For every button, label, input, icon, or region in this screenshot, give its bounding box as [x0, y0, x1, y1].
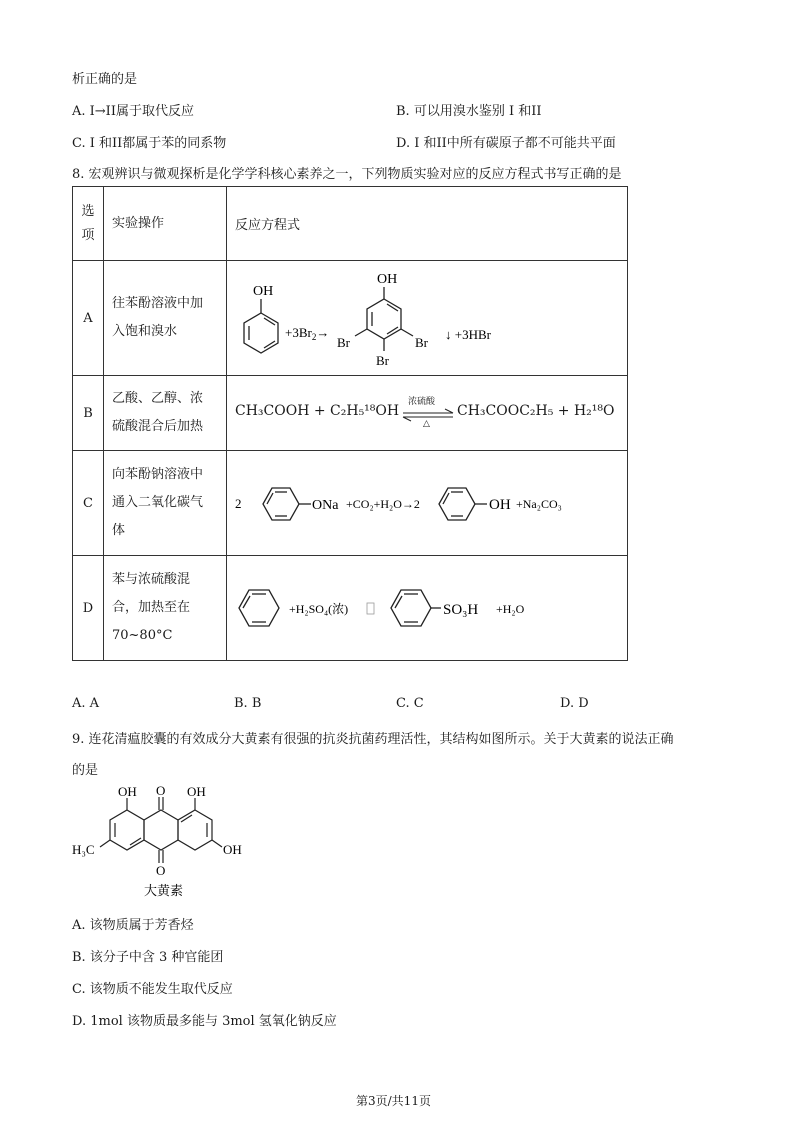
header-option-char2: 项	[81, 227, 95, 243]
header-equation: 反应方程式	[227, 187, 628, 261]
row-a-operation: 往苯酚溶液中加 入饱和溴水	[104, 261, 227, 376]
br-right-label: Br	[415, 335, 428, 350]
q7-option-b: B. 可以用溴水鉴别 I 和II	[396, 104, 542, 119]
precipitate-hbr: ↓ +3HBr	[445, 327, 491, 342]
br-bottom-label: Br	[376, 353, 389, 368]
page-number: 第3页/共11页	[356, 1094, 431, 1108]
q9-stem-line1: 9. 连花清瘟胶囊的有效成分大黄素有很强的抗炎抗菌药理活性，其结构如图所示。关于大黄素的说法正确	[72, 732, 674, 747]
product-oh-label: OH	[377, 272, 398, 287]
phenol-structure	[244, 299, 278, 353]
row-d-label: D	[73, 556, 104, 661]
q8-choice-d: D. D	[560, 696, 589, 711]
q9-option-c: C. 该物质不能发生取代反应	[72, 982, 233, 997]
header-option	[73, 187, 104, 261]
row-c-operation: 向苯酚钠溶液中 通入二氧化碳气 体	[104, 451, 227, 556]
q8-choice-a: A. A	[72, 696, 100, 711]
table-header-row	[73, 187, 628, 261]
so3h-label: SO₃H	[443, 602, 479, 618]
emodin-methyl: H₃C	[72, 842, 95, 857]
row-a-equation	[227, 261, 628, 376]
header-option-char1: 选	[81, 203, 95, 219]
q9-option-d: D. 1mol 该物质最多能与 3mol 氢氧化钠反应	[72, 1014, 337, 1029]
q8-stem: 8. 宏观辨识与微观探析是化学学科核心素养之一，下列物质实验对应的反应方程式书写正确的是	[72, 167, 622, 182]
esterification-left: CH₃COOH + C₂H₅¹⁸OH	[235, 403, 400, 419]
water-product: +H₂O	[496, 602, 525, 616]
q8-choice-c: C. C	[396, 696, 424, 711]
esterification-right: CH₃COOC₂H₅ + H₂¹⁸O	[457, 403, 615, 419]
tribromophenol-structure	[355, 287, 413, 351]
emodin-structure	[70, 784, 260, 902]
row-d-operation: 苯与浓硫酸混 合，加热至在 70~80°C	[104, 556, 227, 661]
emodin-caption: 大黄素	[144, 883, 184, 898]
row-b-label: B	[73, 376, 104, 451]
sulfonation-scheme	[227, 556, 627, 660]
q7-option-c: C. I 和II都属于苯的同系物	[72, 136, 227, 151]
q7-stem-tail: 析正确的是	[72, 72, 138, 87]
ona-label: ONa	[312, 498, 339, 513]
header-operation: 实验操作	[104, 187, 227, 261]
condition-heat: △	[423, 419, 430, 429]
q8-table	[72, 186, 628, 661]
q7-option-d: D. I 和II中所有碳原子都不可能共平面	[396, 136, 616, 151]
q7-option-a: A. I→II属于取代反应	[72, 104, 194, 119]
benzenesulfonic-acid-ring	[391, 590, 441, 626]
phenol-ring-product	[439, 488, 487, 520]
emodin-bonds	[100, 797, 222, 863]
emodin-oh-top-left: OH	[118, 784, 137, 799]
q9-option-a: A. 该物质属于芳香烃	[72, 918, 194, 933]
emodin-carbonyl-top: O	[156, 784, 166, 798]
row-b-operation: 乙酸、乙醇、浓 硫酸混合后加热	[104, 376, 227, 451]
phenoxide-co2-scheme	[227, 451, 627, 555]
table-row	[73, 451, 628, 556]
br-left-label: Br	[337, 335, 350, 350]
sulfuric-acid-reagent: +H₂SO₄(浓)	[289, 602, 349, 616]
table-row	[73, 556, 628, 661]
row-b-equation	[227, 376, 628, 451]
phenol-oh-label: OH	[253, 284, 274, 299]
coefficient-2: 2	[235, 496, 242, 511]
row-c-label: C	[73, 451, 104, 556]
q8-choice-b: B. B	[234, 696, 262, 711]
condition-catalyst: 浓硫酸	[408, 397, 436, 407]
sodium-carbonate: +Na₂CO₃	[516, 497, 562, 511]
q9-option-b: B. 该分子中含 3 种官能团	[72, 950, 224, 965]
table-row	[73, 261, 628, 376]
product-oh-label: OH	[489, 497, 511, 513]
phenol-bromination-scheme	[227, 261, 627, 375]
table-row	[73, 376, 628, 451]
emodin-oh-top-right: OH	[187, 784, 206, 799]
benzene-ring	[239, 590, 279, 626]
row-d-equation	[227, 556, 628, 661]
sodium-phenoxide-ring	[263, 488, 311, 520]
row-a-label: A	[73, 261, 104, 376]
row-c-equation	[227, 451, 628, 556]
arrow-placeholder-box	[367, 603, 374, 614]
co2-water-reagents: +CO₂+H₂O→2	[346, 497, 420, 511]
emodin-carbonyl-bottom: O	[156, 863, 166, 878]
bromine-reagent: $+3Br_2\to$	[285, 325, 330, 342]
emodin-oh-right: OH	[223, 842, 242, 857]
q9-stem-line2: 的是	[72, 763, 99, 778]
